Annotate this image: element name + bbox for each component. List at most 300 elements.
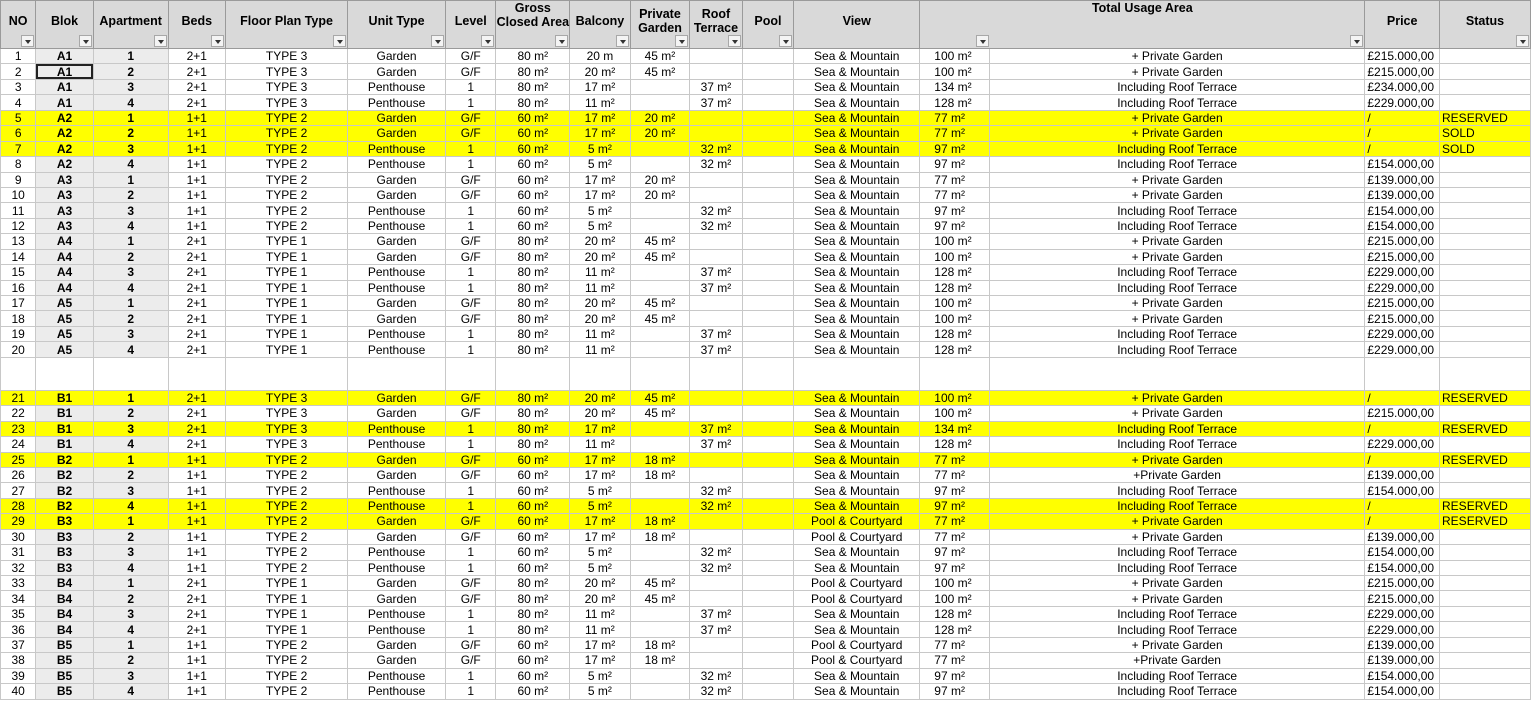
status-cell[interactable]: [1440, 437, 1531, 452]
roof-terrace-cell[interactable]: 32 m²: [690, 668, 742, 683]
total-area-cell[interactable]: 128 m²: [920, 326, 990, 341]
gross-closed-area-cell[interactable]: 60 m²: [496, 141, 570, 156]
gross-closed-area-cell[interactable]: 80 m²: [496, 64, 570, 79]
balcony-cell[interactable]: 17 m²: [570, 514, 631, 529]
floor-plan-type-cell[interactable]: TYPE 1: [226, 280, 348, 295]
private-garden-cell[interactable]: 20 m²: [630, 110, 690, 125]
floor-plan-type-cell[interactable]: TYPE 1: [226, 591, 348, 606]
level-cell[interactable]: 1: [446, 545, 496, 560]
row-number-cell[interactable]: 10: [1, 187, 36, 202]
gross-closed-area-cell[interactable]: 60 m²: [496, 668, 570, 683]
filter-dropdown-icon[interactable]: [616, 35, 629, 47]
roof-terrace-cell[interactable]: 32 m²: [690, 684, 742, 699]
unit-type-cell[interactable]: Penthouse: [348, 326, 446, 341]
row-number-cell[interactable]: 13: [1, 234, 36, 249]
beds-cell[interactable]: 1+1: [168, 653, 226, 668]
view-cell[interactable]: Sea & Mountain: [794, 64, 920, 79]
filter-dropdown-icon[interactable]: [481, 35, 494, 47]
private-garden-cell[interactable]: [630, 560, 690, 575]
row-number-cell[interactable]: 38: [1, 653, 36, 668]
level-cell[interactable]: 1: [446, 498, 496, 513]
blok-cell[interactable]: A2: [36, 141, 94, 156]
view-cell[interactable]: Sea & Mountain: [794, 684, 920, 699]
usage-description-cell[interactable]: + Private Garden: [989, 637, 1364, 652]
blok-cell[interactable]: A5: [36, 326, 94, 341]
view-cell[interactable]: Sea & Mountain: [794, 126, 920, 141]
gross-closed-area-cell[interactable]: 80 m²: [496, 49, 570, 64]
usage-description-cell[interactable]: Including Roof Terrace: [989, 157, 1364, 172]
roof-terrace-cell[interactable]: 37 m²: [690, 437, 742, 452]
private-garden-cell[interactable]: [630, 326, 690, 341]
usage-description-cell[interactable]: Including Roof Terrace: [989, 498, 1364, 513]
gross-closed-area-cell[interactable]: 60 m²: [496, 187, 570, 202]
price-cell[interactable]: /: [1365, 390, 1440, 405]
level-cell[interactable]: G/F: [446, 406, 496, 421]
private-garden-cell[interactable]: 18 m²: [630, 529, 690, 544]
usage-description-cell[interactable]: + Private Garden: [989, 406, 1364, 421]
total-area-cell[interactable]: 77 m²: [920, 467, 990, 482]
view-cell[interactable]: Sea & Mountain: [794, 326, 920, 341]
total-area-cell[interactable]: 97 m²: [920, 684, 990, 699]
beds-cell[interactable]: 2+1: [168, 342, 226, 357]
row-number-cell[interactable]: 35: [1, 606, 36, 621]
roof-terrace-cell[interactable]: [690, 249, 742, 264]
gross-closed-area-cell[interactable]: 60 m²: [496, 126, 570, 141]
unit-type-cell[interactable]: Penthouse: [348, 668, 446, 683]
floor-plan-type-cell[interactable]: TYPE 2: [226, 637, 348, 652]
level-cell[interactable]: G/F: [446, 637, 496, 652]
level-cell[interactable]: 1: [446, 437, 496, 452]
blok-cell[interactable]: B4: [36, 606, 94, 621]
blok-cell[interactable]: B3: [36, 545, 94, 560]
status-cell[interactable]: [1440, 545, 1531, 560]
pool-cell[interactable]: [742, 141, 793, 156]
status-cell[interactable]: [1440, 203, 1531, 218]
view-cell[interactable]: Sea & Mountain: [794, 265, 920, 280]
status-cell[interactable]: SOLD: [1440, 141, 1531, 156]
status-cell[interactable]: [1440, 79, 1531, 94]
total-area-cell[interactable]: 77 m²: [920, 452, 990, 467]
status-cell[interactable]: [1440, 187, 1531, 202]
price-cell[interactable]: £215.000,00: [1365, 296, 1440, 311]
level-cell[interactable]: 1: [446, 668, 496, 683]
filter-dropdown-icon[interactable]: [779, 35, 792, 47]
gross-closed-area-cell[interactable]: 60 m²: [496, 172, 570, 187]
usage-description-cell[interactable]: + Private Garden: [989, 452, 1364, 467]
pool-cell[interactable]: [742, 498, 793, 513]
balcony-cell[interactable]: 11 m²: [570, 437, 631, 452]
unit-type-cell[interactable]: Garden: [348, 591, 446, 606]
roof-terrace-cell[interactable]: 32 m²: [690, 545, 742, 560]
floor-plan-type-cell[interactable]: TYPE 2: [226, 172, 348, 187]
floor-plan-type-cell[interactable]: TYPE 2: [226, 498, 348, 513]
blok-cell[interactable]: B4: [36, 576, 94, 591]
pool-cell[interactable]: [742, 234, 793, 249]
floor-plan-type-cell[interactable]: TYPE 3: [226, 95, 348, 110]
unit-type-cell[interactable]: Penthouse: [348, 342, 446, 357]
level-cell[interactable]: 1: [446, 203, 496, 218]
roof-terrace-cell[interactable]: [690, 452, 742, 467]
beds-cell[interactable]: 2+1: [168, 234, 226, 249]
apartment-cell[interactable]: 1: [93, 514, 168, 529]
beds-cell[interactable]: 2+1: [168, 311, 226, 326]
filter-dropdown-icon[interactable]: [675, 35, 688, 47]
balcony-cell[interactable]: 17 m²: [570, 637, 631, 652]
floor-plan-type-cell[interactable]: TYPE 2: [226, 141, 348, 156]
balcony-cell[interactable]: 5 m²: [570, 157, 631, 172]
private-garden-cell[interactable]: [630, 141, 690, 156]
level-cell[interactable]: G/F: [446, 591, 496, 606]
level-cell[interactable]: G/F: [446, 187, 496, 202]
unit-type-cell[interactable]: Penthouse: [348, 498, 446, 513]
roof-terrace-cell[interactable]: 32 m²: [690, 141, 742, 156]
balcony-cell[interactable]: 5 m²: [570, 141, 631, 156]
blok-cell[interactable]: B2: [36, 467, 94, 482]
usage-description-cell[interactable]: Including Roof Terrace: [989, 421, 1364, 436]
row-number-cell[interactable]: 40: [1, 684, 36, 699]
price-cell[interactable]: /: [1365, 126, 1440, 141]
unit-type-cell[interactable]: Penthouse: [348, 218, 446, 233]
pool-cell[interactable]: [742, 452, 793, 467]
total-area-cell[interactable]: 97 m²: [920, 218, 990, 233]
level-cell[interactable]: 1: [446, 483, 496, 498]
usage-description-cell[interactable]: + Private Garden: [989, 234, 1364, 249]
unit-type-cell[interactable]: Garden: [348, 249, 446, 264]
usage-description-cell[interactable]: + Private Garden: [989, 296, 1364, 311]
total-area-cell[interactable]: 100 m²: [920, 234, 990, 249]
row-number-cell[interactable]: 1: [1, 49, 36, 64]
pool-cell[interactable]: [742, 437, 793, 452]
filter-dropdown-icon[interactable]: [333, 35, 346, 47]
apartment-cell[interactable]: 1: [93, 49, 168, 64]
total-area-cell[interactable]: 128 m²: [920, 606, 990, 621]
private-garden-cell[interactable]: [630, 218, 690, 233]
row-number-cell[interactable]: 32: [1, 560, 36, 575]
balcony-cell[interactable]: 17 m²: [570, 421, 631, 436]
floor-plan-type-cell[interactable]: TYPE 1: [226, 342, 348, 357]
floor-plan-type-cell[interactable]: TYPE 2: [226, 529, 348, 544]
total-area-cell[interactable]: 100 m²: [920, 249, 990, 264]
roof-terrace-cell[interactable]: [690, 311, 742, 326]
level-cell[interactable]: 1: [446, 421, 496, 436]
unit-type-cell[interactable]: Garden: [348, 637, 446, 652]
apartment-cell[interactable]: 3: [93, 79, 168, 94]
gross-closed-area-cell[interactable]: 80 m²: [496, 576, 570, 591]
unit-type-cell[interactable]: Penthouse: [348, 79, 446, 94]
row-number-cell[interactable]: 7: [1, 141, 36, 156]
row-number-cell[interactable]: 36: [1, 622, 36, 637]
pool-cell[interactable]: [742, 249, 793, 264]
pool-cell[interactable]: [742, 591, 793, 606]
level-cell[interactable]: G/F: [446, 529, 496, 544]
usage-description-cell[interactable]: + Private Garden: [989, 172, 1364, 187]
view-cell[interactable]: Sea & Mountain: [794, 606, 920, 621]
balcony-cell[interactable]: 5 m²: [570, 684, 631, 699]
roof-terrace-cell[interactable]: 37 m²: [690, 421, 742, 436]
total-area-cell[interactable]: 128 m²: [920, 437, 990, 452]
view-cell[interactable]: Sea & Mountain: [794, 187, 920, 202]
unit-type-cell[interactable]: Garden: [348, 467, 446, 482]
row-number-cell[interactable]: 19: [1, 326, 36, 341]
apartment-cell[interactable]: 2: [93, 64, 168, 79]
filter-dropdown-icon[interactable]: [728, 35, 741, 47]
balcony-cell[interactable]: 5 m²: [570, 483, 631, 498]
row-number-cell[interactable]: 9: [1, 172, 36, 187]
total-area-cell[interactable]: 77 m²: [920, 529, 990, 544]
apartment-cell[interactable]: 4: [93, 437, 168, 452]
beds-cell[interactable]: 1+1: [168, 141, 226, 156]
pool-cell[interactable]: [742, 421, 793, 436]
price-cell[interactable]: £139.000,00: [1365, 653, 1440, 668]
private-garden-cell[interactable]: [630, 606, 690, 621]
floor-plan-type-cell[interactable]: TYPE 2: [226, 684, 348, 699]
balcony-cell[interactable]: 20 m²: [570, 390, 631, 405]
apartment-cell[interactable]: 2: [93, 529, 168, 544]
blok-cell[interactable]: A1: [36, 64, 94, 79]
pool-cell[interactable]: [742, 560, 793, 575]
floor-plan-type-cell[interactable]: TYPE 2: [226, 560, 348, 575]
roof-terrace-cell[interactable]: 32 m²: [690, 498, 742, 513]
balcony-cell[interactable]: 20 m²: [570, 64, 631, 79]
roof-terrace-cell[interactable]: [690, 390, 742, 405]
roof-terrace-cell[interactable]: [690, 49, 742, 64]
view-cell[interactable]: Sea & Mountain: [794, 498, 920, 513]
balcony-cell[interactable]: 11 m²: [570, 326, 631, 341]
blok-cell[interactable]: A3: [36, 187, 94, 202]
pool-cell[interactable]: [742, 126, 793, 141]
balcony-cell[interactable]: 17 m²: [570, 187, 631, 202]
usage-description-cell[interactable]: +Private Garden: [989, 467, 1364, 482]
apartment-cell[interactable]: 4: [93, 95, 168, 110]
balcony-cell[interactable]: 11 m²: [570, 95, 631, 110]
balcony-cell[interactable]: 20 m²: [570, 576, 631, 591]
apartment-cell[interactable]: 4: [93, 157, 168, 172]
usage-description-cell[interactable]: + Private Garden: [989, 126, 1364, 141]
view-cell[interactable]: Sea & Mountain: [794, 342, 920, 357]
price-cell[interactable]: £229.000,00: [1365, 280, 1440, 295]
unit-type-cell[interactable]: Garden: [348, 187, 446, 202]
beds-cell[interactable]: 1+1: [168, 203, 226, 218]
beds-cell[interactable]: 1+1: [168, 529, 226, 544]
balcony-cell[interactable]: 17 m²: [570, 529, 631, 544]
view-cell[interactable]: Sea & Mountain: [794, 234, 920, 249]
floor-plan-type-cell[interactable]: TYPE 2: [226, 653, 348, 668]
balcony-cell[interactable]: 17 m²: [570, 79, 631, 94]
pool-cell[interactable]: [742, 203, 793, 218]
pool-cell[interactable]: [742, 637, 793, 652]
gross-closed-area-cell[interactable]: 60 m²: [496, 637, 570, 652]
price-cell[interactable]: £154.000,00: [1365, 157, 1440, 172]
price-cell[interactable]: £215.000,00: [1365, 311, 1440, 326]
apartment-cell[interactable]: 4: [93, 684, 168, 699]
view-cell[interactable]: Sea & Mountain: [794, 110, 920, 125]
gross-closed-area-cell[interactable]: 60 m²: [496, 110, 570, 125]
beds-cell[interactable]: 2+1: [168, 249, 226, 264]
status-cell[interactable]: [1440, 172, 1531, 187]
floor-plan-type-cell[interactable]: TYPE 3: [226, 49, 348, 64]
blok-cell[interactable]: B5: [36, 668, 94, 683]
beds-cell[interactable]: 1+1: [168, 668, 226, 683]
status-cell[interactable]: [1440, 591, 1531, 606]
blok-cell[interactable]: A5: [36, 342, 94, 357]
usage-description-cell[interactable]: + Private Garden: [989, 576, 1364, 591]
row-number-cell[interactable]: 4: [1, 95, 36, 110]
roof-terrace-cell[interactable]: [690, 591, 742, 606]
apartment-cell[interactable]: 4: [93, 498, 168, 513]
row-number-cell[interactable]: 20: [1, 342, 36, 357]
pool-cell[interactable]: [742, 326, 793, 341]
view-cell[interactable]: Pool & Courtyard: [794, 591, 920, 606]
roof-terrace-cell[interactable]: 37 m²: [690, 79, 742, 94]
unit-type-cell[interactable]: Garden: [348, 390, 446, 405]
status-cell[interactable]: [1440, 311, 1531, 326]
private-garden-cell[interactable]: 45 m²: [630, 576, 690, 591]
gross-closed-area-cell[interactable]: 80 m²: [496, 342, 570, 357]
roof-terrace-cell[interactable]: 32 m²: [690, 157, 742, 172]
pool-cell[interactable]: [742, 622, 793, 637]
balcony-cell[interactable]: 11 m²: [570, 622, 631, 637]
usage-description-cell[interactable]: + Private Garden: [989, 591, 1364, 606]
gross-closed-area-cell[interactable]: 60 m²: [496, 653, 570, 668]
floor-plan-type-cell[interactable]: TYPE 2: [226, 483, 348, 498]
apartment-cell[interactable]: 2: [93, 187, 168, 202]
total-area-cell[interactable]: 97 m²: [920, 560, 990, 575]
total-area-cell[interactable]: 77 m²: [920, 187, 990, 202]
status-cell[interactable]: [1440, 49, 1531, 64]
pool-cell[interactable]: [742, 280, 793, 295]
usage-description-cell[interactable]: + Private Garden: [989, 249, 1364, 264]
usage-description-cell[interactable]: Including Roof Terrace: [989, 326, 1364, 341]
beds-cell[interactable]: 1+1: [168, 514, 226, 529]
pool-cell[interactable]: [742, 79, 793, 94]
price-cell[interactable]: £139.000,00: [1365, 187, 1440, 202]
beds-cell[interactable]: 1+1: [168, 684, 226, 699]
view-cell[interactable]: Sea & Mountain: [794, 668, 920, 683]
total-area-cell[interactable]: 100 m²: [920, 406, 990, 421]
floor-plan-type-cell[interactable]: TYPE 2: [226, 545, 348, 560]
balcony-cell[interactable]: 11 m²: [570, 342, 631, 357]
usage-description-cell[interactable]: + Private Garden: [989, 311, 1364, 326]
view-cell[interactable]: Sea & Mountain: [794, 95, 920, 110]
level-cell[interactable]: 1: [446, 326, 496, 341]
blok-cell[interactable]: A3: [36, 218, 94, 233]
gross-closed-area-cell[interactable]: 60 m²: [496, 684, 570, 699]
total-area-cell[interactable]: 100 m²: [920, 49, 990, 64]
total-area-cell[interactable]: 134 m²: [920, 421, 990, 436]
price-cell[interactable]: /: [1365, 141, 1440, 156]
row-number-cell[interactable]: 6: [1, 126, 36, 141]
unit-type-cell[interactable]: Penthouse: [348, 545, 446, 560]
usage-description-cell[interactable]: + Private Garden: [989, 187, 1364, 202]
price-cell[interactable]: £215.000,00: [1365, 576, 1440, 591]
unit-type-cell[interactable]: Garden: [348, 514, 446, 529]
private-garden-cell[interactable]: [630, 95, 690, 110]
private-garden-cell[interactable]: 18 m²: [630, 514, 690, 529]
usage-description-cell[interactable]: + Private Garden: [989, 49, 1364, 64]
beds-cell[interactable]: 2+1: [168, 406, 226, 421]
view-cell[interactable]: Sea & Mountain: [794, 49, 920, 64]
apartment-cell[interactable]: 2: [93, 591, 168, 606]
status-cell[interactable]: [1440, 296, 1531, 311]
apartment-cell[interactable]: 2: [93, 653, 168, 668]
row-number-cell[interactable]: 39: [1, 668, 36, 683]
private-garden-cell[interactable]: 45 m²: [630, 296, 690, 311]
price-cell[interactable]: £215.000,00: [1365, 406, 1440, 421]
row-number-cell[interactable]: 3: [1, 79, 36, 94]
apartment-cell[interactable]: 3: [93, 668, 168, 683]
view-cell[interactable]: Sea & Mountain: [794, 296, 920, 311]
view-cell[interactable]: Sea & Mountain: [794, 622, 920, 637]
status-cell[interactable]: [1440, 560, 1531, 575]
unit-type-cell[interactable]: Penthouse: [348, 203, 446, 218]
row-number-cell[interactable]: 24: [1, 437, 36, 452]
pool-cell[interactable]: [742, 49, 793, 64]
row-number-cell[interactable]: 31: [1, 545, 36, 560]
filter-dropdown-icon[interactable]: [154, 35, 167, 47]
level-cell[interactable]: G/F: [446, 249, 496, 264]
apartment-cell[interactable]: 3: [93, 421, 168, 436]
pool-cell[interactable]: [742, 157, 793, 172]
roof-terrace-cell[interactable]: [690, 110, 742, 125]
view-cell[interactable]: Sea & Mountain: [794, 421, 920, 436]
status-cell[interactable]: [1440, 157, 1531, 172]
roof-terrace-cell[interactable]: [690, 637, 742, 652]
beds-cell[interactable]: 2+1: [168, 591, 226, 606]
filter-dropdown-icon[interactable]: [1516, 35, 1529, 47]
gross-closed-area-cell[interactable]: 60 m²: [496, 157, 570, 172]
gross-closed-area-cell[interactable]: 60 m²: [496, 529, 570, 544]
price-cell[interactable]: /: [1365, 498, 1440, 513]
roof-terrace-cell[interactable]: 32 m²: [690, 203, 742, 218]
unit-type-cell[interactable]: Penthouse: [348, 437, 446, 452]
level-cell[interactable]: G/F: [446, 452, 496, 467]
blok-cell[interactable]: B5: [36, 684, 94, 699]
view-cell[interactable]: Sea & Mountain: [794, 172, 920, 187]
pool-cell[interactable]: [742, 514, 793, 529]
blok-cell[interactable]: B2: [36, 498, 94, 513]
beds-cell[interactable]: 1+1: [168, 498, 226, 513]
level-cell[interactable]: G/F: [446, 514, 496, 529]
status-cell[interactable]: SOLD: [1440, 126, 1531, 141]
row-number-cell[interactable]: 26: [1, 467, 36, 482]
view-cell[interactable]: Sea & Mountain: [794, 280, 920, 295]
gross-closed-area-cell[interactable]: 80 m²: [496, 622, 570, 637]
pool-cell[interactable]: [742, 64, 793, 79]
usage-description-cell[interactable]: +Private Garden: [989, 653, 1364, 668]
unit-type-cell[interactable]: Garden: [348, 296, 446, 311]
apartment-cell[interactable]: 3: [93, 203, 168, 218]
roof-terrace-cell[interactable]: [690, 467, 742, 482]
row-number-cell[interactable]: 18: [1, 311, 36, 326]
level-cell[interactable]: 1: [446, 684, 496, 699]
roof-terrace-cell[interactable]: [690, 529, 742, 544]
status-cell[interactable]: [1440, 218, 1531, 233]
total-area-cell[interactable]: 100 m²: [920, 591, 990, 606]
blok-cell[interactable]: B1: [36, 437, 94, 452]
beds-cell[interactable]: 2+1: [168, 95, 226, 110]
status-cell[interactable]: [1440, 576, 1531, 591]
balcony-cell[interactable]: 17 m²: [570, 452, 631, 467]
gross-closed-area-cell[interactable]: 80 m²: [496, 95, 570, 110]
row-number-cell[interactable]: 30: [1, 529, 36, 544]
apartment-cell[interactable]: 2: [93, 467, 168, 482]
private-garden-cell[interactable]: [630, 483, 690, 498]
floor-plan-type-cell[interactable]: TYPE 1: [226, 296, 348, 311]
unit-type-cell[interactable]: Garden: [348, 311, 446, 326]
private-garden-cell[interactable]: 45 m²: [630, 390, 690, 405]
level-cell[interactable]: 1: [446, 79, 496, 94]
roof-terrace-cell[interactable]: [690, 172, 742, 187]
